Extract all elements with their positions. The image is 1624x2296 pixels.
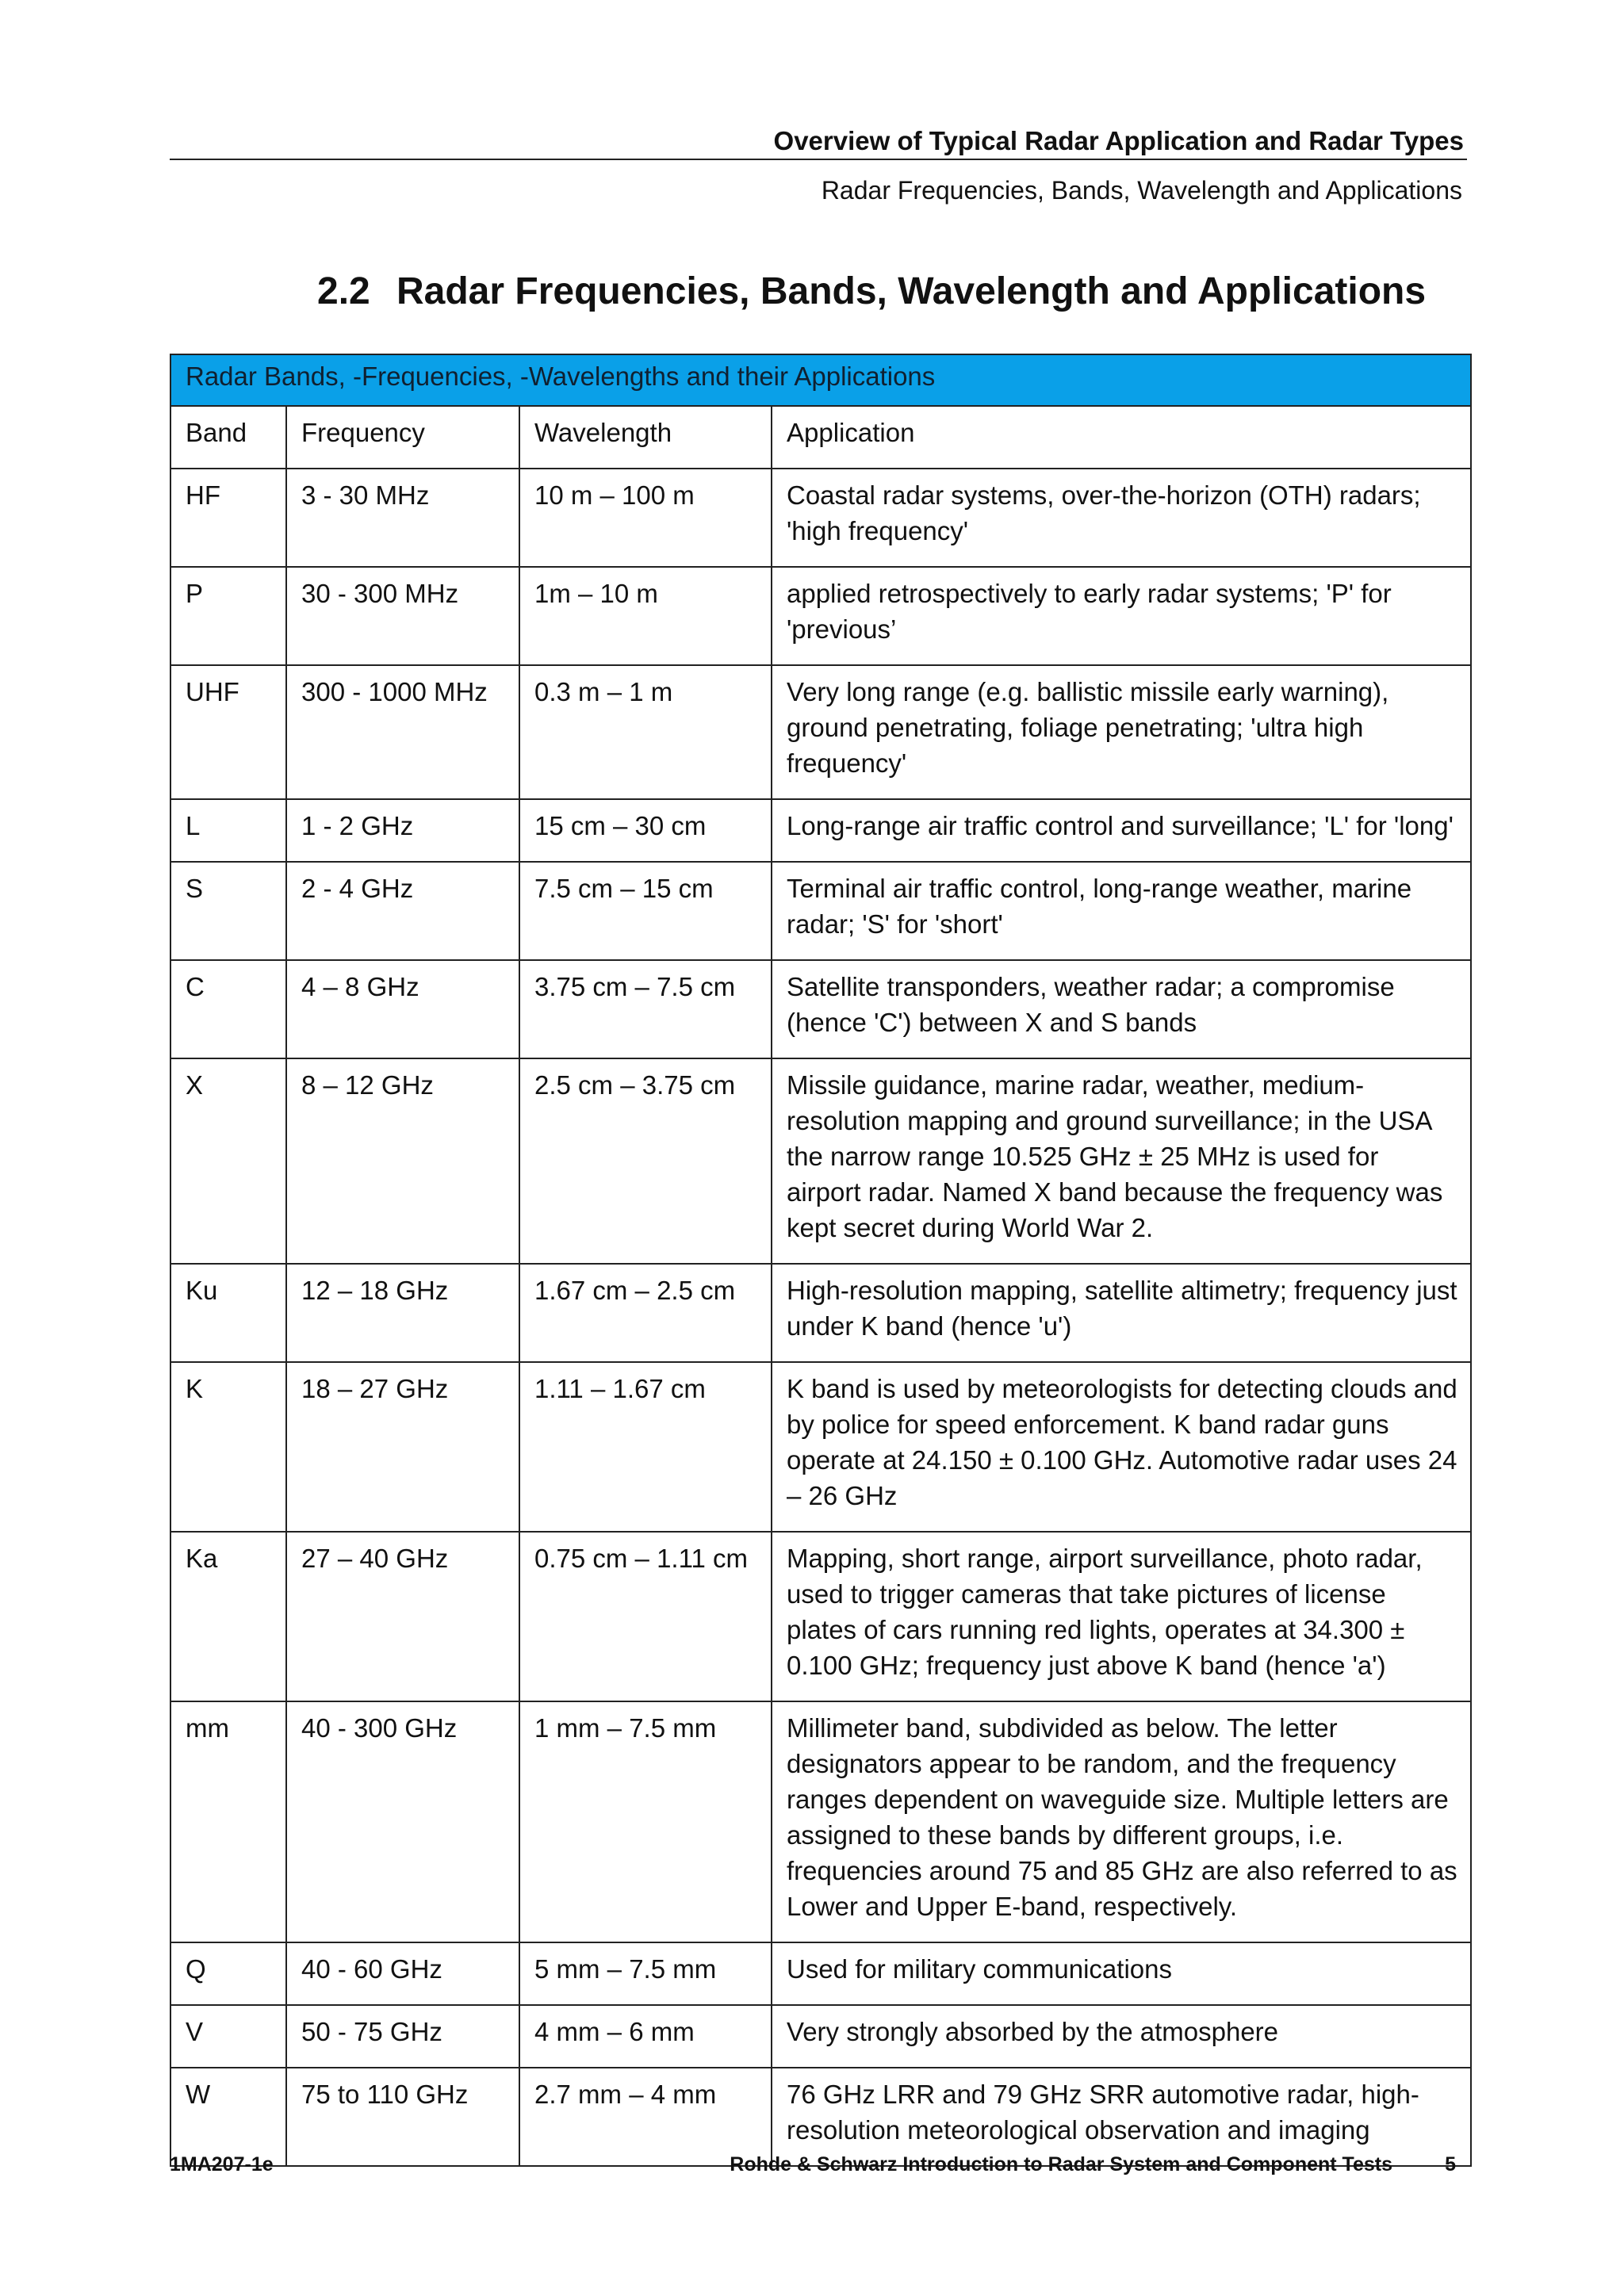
table-row [170,469,1471,567]
wavelength-cell: 1m – 10 m [519,567,772,665]
wavelength-cell: 0.3 m – 1 m [519,665,772,799]
band-cell: HF [170,469,286,567]
wavelength-cell: 0.75 cm – 1.11 cm [519,1532,772,1701]
wavelength-cell: 2.7 mm – 4 mm [519,2068,772,2166]
wavelength-cell: 10 m – 100 m [519,469,772,567]
band-cell: Ka [170,1532,286,1701]
table-row [170,2005,1471,2068]
frequency-cell: 8 – 12 GHz [286,1058,519,1264]
section-title: Radar Frequencies, Bands, Wavelength and Applications [396,270,1427,312]
application-cell: Terminal air traffic control, long-range weather, marine radar; 'S' for 'short' [772,862,1471,960]
table-row [170,960,1471,1058]
wavelength-cell: 5 mm – 7.5 mm [519,1942,772,2005]
column-header-wavelength: Wavelength [519,406,772,469]
table-caption-row [170,354,1471,406]
column-header-application: Application [772,406,1471,469]
frequency-cell: 12 – 18 GHz [286,1264,519,1362]
running-header-subtitle: Radar Frequencies, Bands, Wavelength and Applications [821,176,1462,205]
frequency-cell: 30 - 300 MHz [286,567,519,665]
band-cell: K [170,1362,286,1532]
table-row [170,1362,1471,1532]
application-cell: Millimeter band, subdivided as below. The letter designators appear to be random, and the frequency ranges dependent on waveguide size. Multiple letters are assigned to these bands by different groups, i.e. frequencies around 75 and 85 GHz are also referred to as Lower and Upper E-band, respectively. [772,1701,1471,1942]
wavelength-cell: 1 mm – 7.5 mm [519,1701,772,1942]
frequency-cell: 4 – 8 GHz [286,960,519,1058]
frequency-cell: 2 - 4 GHz [286,862,519,960]
radar-bands-table [170,354,1472,2167]
band-cell: Q [170,1942,286,2005]
application-cell: 76 GHz LRR and 79 GHz SRR automotive radar, high-resolution meteorological observation and imaging [772,2068,1471,2166]
application-cell: High-resolution mapping, satellite altimetry; frequency just under K band (hence 'u') [772,1264,1471,1362]
band-cell: X [170,1058,286,1264]
table-row [170,1701,1471,1942]
application-cell: Long-range air traffic control and surveillance; 'L' for 'long' [772,799,1471,862]
footer-publication-title: Rohde & Schwarz Introduction to Radar System and Component Tests [730,2153,1392,2175]
column-header-band: Band [170,406,286,469]
frequency-cell: 3 - 30 MHz [286,469,519,567]
frequency-cell: 40 - 60 GHz [286,1942,519,2005]
band-cell: Ku [170,1264,286,1362]
frequency-cell: 40 - 300 GHz [286,1701,519,1942]
band-cell: mm [170,1701,286,1942]
frequency-cell: 50 - 75 GHz [286,2005,519,2068]
table-row [170,1264,1471,1362]
footer-document-id: 1MA207-1e [170,2153,274,2175]
table-header-row [170,406,1471,469]
frequency-cell: 300 - 1000 MHz [286,665,519,799]
band-cell: W [170,2068,286,2166]
frequency-cell: 75 to 110 GHz [286,2068,519,2166]
application-cell: Satellite transponders, weather radar; a compromise (hence 'C') between X and S bands [772,960,1471,1058]
wavelength-cell: 7.5 cm – 15 cm [519,862,772,960]
running-header-title: Overview of Typical Radar Application and Radar Types [773,126,1464,155]
table-row [170,799,1471,862]
table-caption: Radar Bands, -Frequencies, -Wavelengths and their Applications [170,354,1471,406]
application-cell: K band is used by meteorologists for detecting clouds and by police for speed enforcement. K band radar guns operate at 24.150 ± 0.100 GHz. Automotive radar uses 24 – 26 GHz [772,1362,1471,1532]
application-cell: Mapping, short range, airport surveillance, photo radar, used to trigger cameras that take pictures of license plates of cars running red lights, operates at 34.300 ± 0.100 GHz; frequency just above K band (hence 'a') [772,1532,1471,1701]
table-row [170,862,1471,960]
wavelength-cell: 4 mm – 6 mm [519,2005,772,2068]
band-cell: P [170,567,286,665]
frequency-cell: 27 – 40 GHz [286,1532,519,1701]
wavelength-cell: 2.5 cm – 3.75 cm [519,1058,772,1264]
application-cell: Missile guidance, marine radar, weather, medium-resolution mapping and ground surveillance; in the USA the narrow range 10.525 GHz ± 25 MHz is used for airport radar. Named X band because the frequency was kept secret during World War 2. [772,1058,1471,1264]
frequency-cell: 1 - 2 GHz [286,799,519,862]
header-divider [170,159,1467,160]
band-cell: C [170,960,286,1058]
application-cell: applied retrospectively to early radar systems; 'P' for 'previous’ [772,567,1471,665]
table-row [170,1942,1471,2005]
section-number: 2.2 [317,270,370,312]
table-row [170,665,1471,799]
application-cell: Very long range (e.g. ballistic missile early warning), ground penetrating, foliage penetrating; 'ultra high frequency' [772,665,1471,799]
page-number: 5 [1445,2153,1456,2175]
application-cell: Coastal radar systems, over-the-horizon (OTH) radars; 'high frequency' [772,469,1471,567]
frequency-cell: 18 – 27 GHz [286,1362,519,1532]
section-heading [317,268,1426,316]
band-cell: L [170,799,286,862]
application-cell: Used for military communications [772,1942,1471,2005]
table-row [170,567,1471,665]
application-cell: Very strongly absorbed by the atmosphere [772,2005,1471,2068]
band-cell: UHF [170,665,286,799]
wavelength-cell: 15 cm – 30 cm [519,799,772,862]
table-row [170,1532,1471,1701]
band-cell: V [170,2005,286,2068]
column-header-frequency: Frequency [286,406,519,469]
page-header [170,125,1467,206]
table-row [170,1058,1471,1264]
band-cell: S [170,862,286,960]
wavelength-cell: 1.11 – 1.67 cm [519,1362,772,1532]
wavelength-cell: 3.75 cm – 7.5 cm [519,960,772,1058]
wavelength-cell: 1.67 cm – 2.5 cm [519,1264,772,1362]
